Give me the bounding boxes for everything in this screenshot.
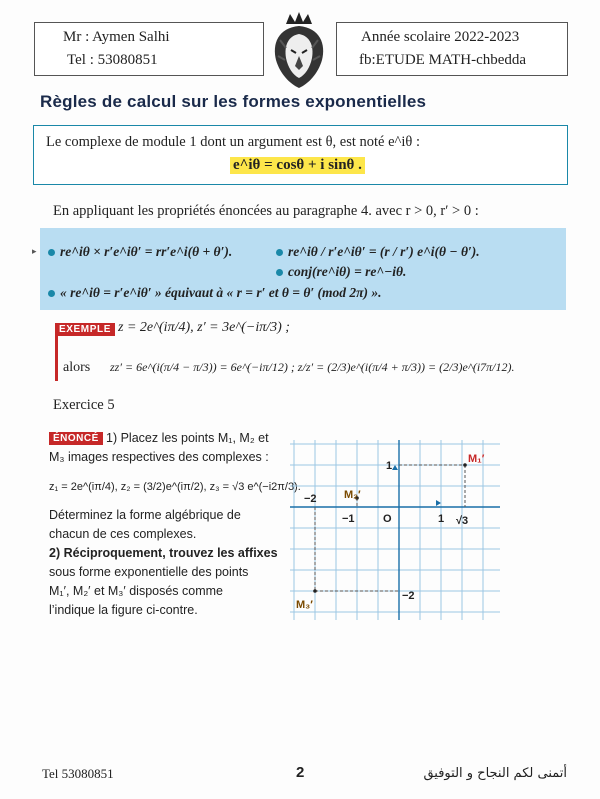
label-minus2-x: −2 [304, 493, 317, 505]
enonce-line-4: Déterminez la forme algébrique de [49, 508, 241, 522]
header-left-box [34, 22, 264, 76]
label-one-y: 1 [386, 460, 393, 472]
y-axis-arrow-icon [392, 465, 398, 470]
label-m2: M₂′ [344, 489, 361, 501]
definition-line-1: Le complexe de module 1 dont un argument est θ, est noté e^iθ : [46, 134, 420, 150]
label-one-x: 1 [438, 513, 445, 525]
example-tag: EXEMPLE [55, 323, 115, 336]
definition-formula: e^iθ = cosθ + i sinθ . [230, 157, 365, 174]
definition-box [33, 125, 568, 185]
point-m1 [463, 463, 467, 467]
property-quotient: re^iθ / r′e^iθ′ = (r / r′) e^i(θ − θ′). [276, 244, 480, 260]
label-m1: M₁′ [468, 453, 485, 465]
label-minus1: −1 [342, 513, 355, 525]
properties-band [40, 228, 566, 310]
enonce-line-2: M₃ images respectives des complexes : [49, 450, 269, 464]
label-origin: O [383, 513, 392, 525]
bullet-icon [276, 269, 283, 276]
bullet-icon [48, 249, 55, 256]
properties-intro: En appliquant les propriétés énoncées au paragraphe 4. avec r > 0, r′ > 0 : [53, 203, 479, 219]
exercise-title: Exercice 5 [53, 397, 115, 413]
school-year: Année scolaire 2022-2023 [361, 29, 520, 45]
example-alors: alors [63, 360, 91, 375]
point-m3 [313, 589, 317, 593]
enonce-line-3: z₁ = 2e^(iπ/4), z₂ = (3/2)e^(iπ/2), z₃ = √3 e^(−i2π/3). [49, 481, 301, 493]
property-conjugate-right: conj(re^iθ) = re^−iθ. [276, 264, 406, 280]
property-product: re^iθ × r′e^iθ′ = rr′e^i(θ + θ′). [48, 244, 232, 260]
page-title: Règles de calcul sur les formes exponentielles [40, 92, 427, 111]
example-bar [55, 335, 58, 381]
footer-phone: Tel 53080851 [42, 766, 114, 781]
enonce-line-8: M₁′, M₂′ et M₃′ disposés comme [49, 584, 224, 598]
teacher-name: Mr : Aymen Salhi [63, 29, 170, 45]
label-minus2-y: −2 [402, 590, 415, 602]
enonce-line-1: 1) Placez les points M₁, M₂ et [106, 431, 269, 445]
facebook-page: fb:ETUDE MATH-chbedda [359, 52, 527, 68]
example-line-1: z = 2e^(iπ/4), z′ = 3e^(−iπ/3) ; [118, 320, 290, 335]
header-right-box [336, 22, 568, 76]
x-axis-arrow-icon [436, 500, 441, 506]
teacher-phone: Tel : 53080851 [67, 52, 158, 68]
property-equality: « re^iθ = r′e^iθ′ » équivaut à « r = r′ et θ = θ′ (mod 2π) ». [48, 285, 382, 301]
bullet-icon [48, 290, 55, 297]
page-number: 2 [296, 764, 305, 781]
bullet-icon [276, 249, 283, 256]
footer-arabic-wish: أتمنى لكم النجاح و التوفيق [423, 766, 567, 781]
enonce-line-7: sous forme exponentielle des points [49, 565, 249, 579]
enonce-line-5: chacun de ces complexes. [49, 527, 197, 541]
lion-logo-icon [262, 10, 336, 90]
complex-plane-figure [290, 440, 500, 620]
band-marker: ▸ [32, 246, 37, 256]
enonce-tag: ÉNONCÉ [49, 432, 103, 445]
enonce-line-9: l’indique la figure ci-contre. [49, 603, 198, 617]
enonce-line-6: 2) Réciproquement, trouvez les affixes [49, 546, 278, 560]
label-sqrt3: √3 [456, 515, 469, 527]
example-line-2: zz′ = 6e^(i(π/4 − π/3)) = 6e^(−iπ/12) ; z/z′ = (2/3)e^(i(π/4 + π/3)) = (2/3)e^(i7π/12). [110, 360, 515, 374]
label-m3: M₃′ [296, 599, 313, 611]
